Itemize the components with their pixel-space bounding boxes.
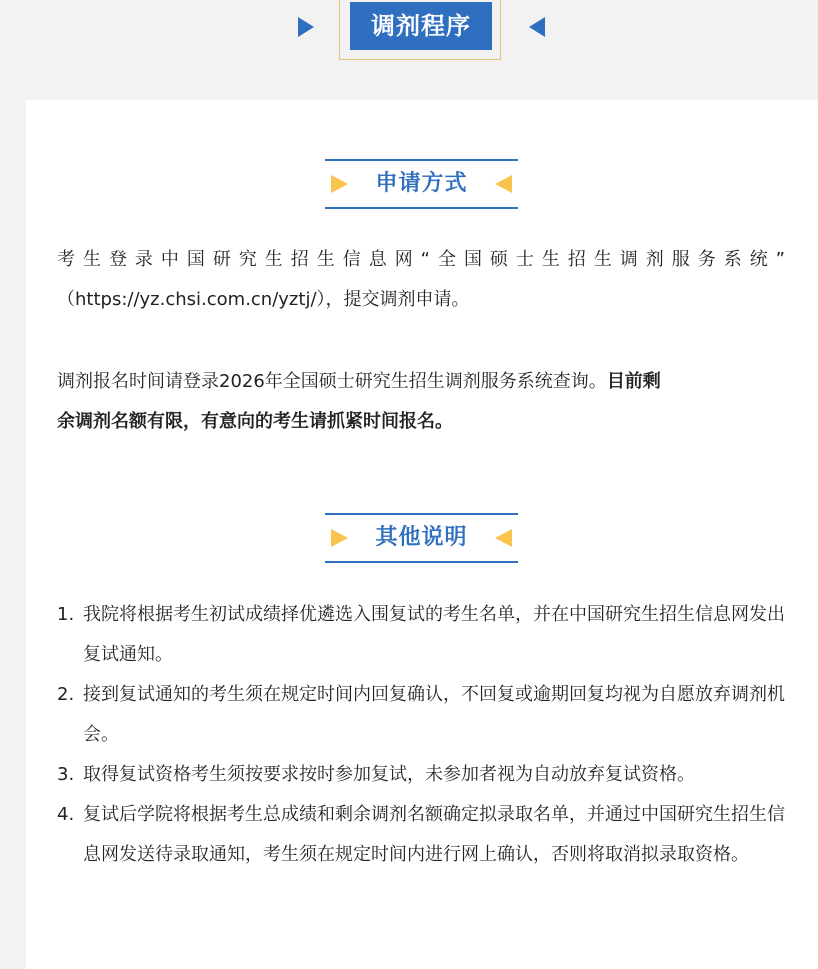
section-header-apply (325, 159, 518, 209)
list-text: 取得复试资格考生须按要求按时参加复试，未参加者视为自动放弃复试资格。 (83, 764, 695, 785)
list-item (57, 595, 787, 675)
triangle-right-icon (298, 17, 314, 37)
apply-line-2: （https://yz.chsi.com.cn/yztj/），提交调剂申请。 (57, 289, 470, 310)
section-title: 其他说明 (375, 525, 468, 550)
notice-text: 调剂报名时间请登录2026年全国硕士研究生招生调剂服务系统查询。 (57, 371, 607, 392)
apply-line-1: 考生登录中国研究生招生信息网“全国硕士生招生调剂服务系统” (57, 249, 785, 270)
list-text: 接到复试通知的考生须在规定时间内回复确认，不回复或逾期回复均视为自愿放弃调剂机会。 (83, 684, 785, 745)
section-title: 申请方式 (375, 171, 468, 196)
notice-emphasis-2: 余调剂名额有限，有意向的考生请抓紧时间报名。 (57, 411, 453, 432)
content-card (26, 100, 818, 969)
top-banner (0, 0, 818, 64)
triangle-left-icon (495, 529, 512, 547)
list-item (57, 755, 787, 795)
list-text: 我院将根据考生初试成绩择优遴选入围复试的考生名单，并在中国研究生招生信息网发出复试通知。 (83, 604, 785, 665)
list-text: 复试后学院将根据考生总成绩和剩余调剂名额确定拟录取名单，并通过中国研究生招生信息网发送待录取通知，考生须在规定时间内进行网上确认，否则将取消拟录取资格。 (83, 804, 785, 865)
triangle-left-icon (529, 17, 545, 37)
list-number: 4. (57, 804, 75, 825)
banner-title: 调剂程序 (350, 2, 492, 50)
notice-paragraph (57, 362, 785, 402)
list-number: 1. (57, 604, 75, 625)
notice-emphasis-1: 目前剩 (606, 371, 661, 392)
other-notes-list (57, 595, 787, 875)
triangle-left-icon (495, 175, 512, 193)
list-number: 3. (57, 764, 75, 785)
section-header-other (325, 513, 518, 563)
list-item (57, 795, 787, 875)
list-item (57, 675, 787, 755)
list-number: 2. (57, 684, 75, 705)
